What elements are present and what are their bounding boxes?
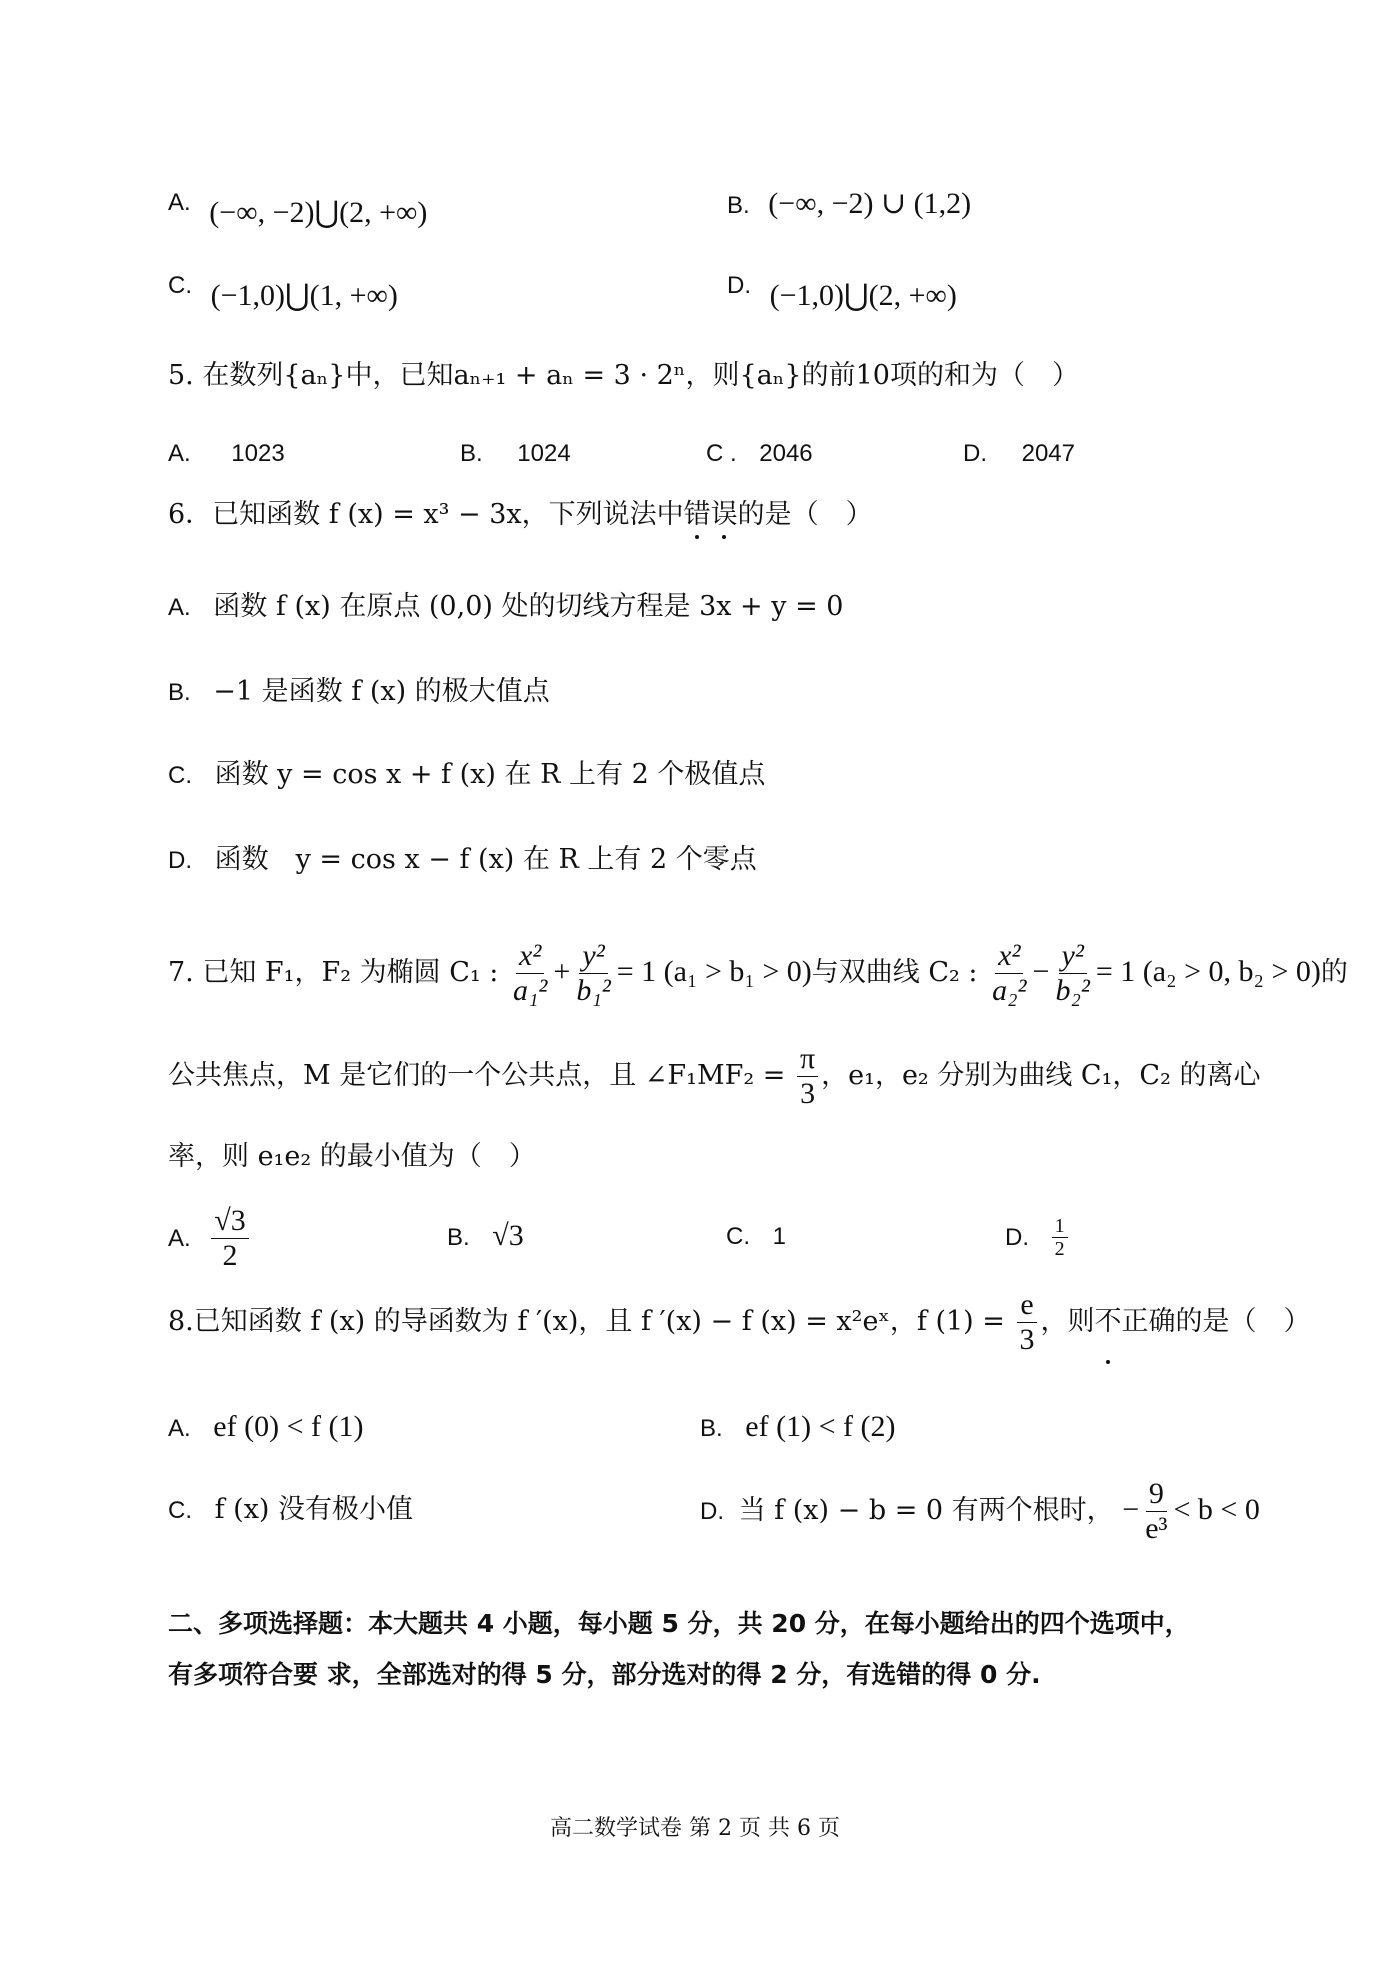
q8-stem — [168, 1284, 1311, 1360]
option-text: −1 是函数 f (x) 的极大值点 — [213, 676, 550, 707]
q6-option-b — [168, 672, 550, 713]
hyperbola-fraction-y — [1052, 939, 1092, 1008]
option-text: (−1,0)⋃(2, +∞) — [769, 279, 957, 312]
option-label: D. — [700, 1498, 724, 1525]
option-fraction — [211, 1204, 248, 1273]
denominator: a₂² — [992, 974, 1027, 1007]
numerator: √3 — [211, 1204, 248, 1239]
option-label: C. — [168, 272, 192, 299]
option-label: A. — [168, 440, 191, 467]
option-text: (−∞, −2) ∪ (1,2) — [768, 187, 972, 220]
emphasis-char: 不 — [1095, 1284, 1122, 1360]
q6-option-c — [168, 755, 765, 796]
option-text: < b < 0 — [1173, 1493, 1260, 1526]
option-text: (−∞, −2)⋃(2, +∞) — [209, 196, 428, 229]
option-label: C. — [168, 762, 192, 789]
emphasis-char: 错 — [684, 495, 711, 535]
section-heading-line2: 有多项符合要 求，全部选对的得 5 分，部分选对的得 2 分，有选错的得 0 分. — [168, 1660, 1041, 1689]
stem-text: 公共焦点，M 是它们的一个公共点，且 ∠F₁MF₂ = — [168, 1060, 786, 1091]
option-label: C . — [706, 440, 737, 467]
q4-option-a — [168, 189, 428, 235]
emphasis-char: 误 — [711, 495, 738, 535]
option-text: √3 — [492, 1219, 524, 1252]
option-text: ef (1) < f (2) — [745, 1410, 896, 1443]
q7-option-c — [726, 1216, 786, 1257]
numerator: 9 — [1146, 1477, 1167, 1512]
q5-stem: 5. 在数列{aₙ}中，已知aₙ₊₁ + aₙ = 3 · 2ⁿ，则{aₙ}的前10项的和为（ ） — [168, 360, 1079, 391]
option-label: D. — [1005, 1224, 1029, 1251]
q8-option-d — [700, 1472, 1260, 1550]
option-label: D. — [727, 272, 751, 299]
option-text: 2047 — [1021, 440, 1075, 467]
stem-text: 8.已知函数 f (x) 的导函数为 f ′(x)，且 f ′(x) − f (x) = x²eˣ，f (1) = — [168, 1306, 1005, 1337]
denominator: 3 — [800, 1077, 816, 1110]
q8-option-a — [168, 1407, 363, 1449]
option-label: D. — [168, 847, 192, 874]
option-text: 函数 y = cos x − f (x) 在 R 上有 2 个零点 — [214, 844, 757, 875]
q5-option-c — [706, 433, 813, 474]
denominator: e³ — [1145, 1512, 1168, 1545]
section-heading-line1: 二、多项选择题：本大题共 4 小题，每小题 5 分，共 20 分，在每小题给出的四个选项中， — [168, 1609, 1190, 1638]
operator: − — [1032, 955, 1050, 988]
denominator: a₁² — [512, 974, 548, 1007]
stem-text: 的是（ ） — [737, 499, 873, 530]
ellipse-fraction-x — [510, 939, 550, 1008]
q6-stem — [168, 495, 873, 535]
option-text: f (x) 没有极小值 — [214, 1494, 414, 1525]
q7-line2 — [168, 1038, 1260, 1114]
operator: − — [1122, 1493, 1140, 1526]
hyperbola-fraction-x — [989, 939, 1029, 1008]
denominator: 2 — [1054, 1238, 1065, 1260]
denominator: b₁² — [576, 974, 611, 1007]
option-label: B. — [447, 1224, 470, 1251]
condition: = 1 (a₁ > b₁ > 0) — [616, 955, 812, 988]
stem-fraction — [1017, 1288, 1038, 1357]
q7-option-a — [168, 1196, 252, 1281]
option-label: B. — [168, 679, 191, 706]
stem-text: 与双曲线 C₂ : — [811, 957, 978, 988]
q4-option-b — [727, 184, 971, 226]
numerator: y² — [1059, 939, 1087, 974]
q8-option-c — [168, 1490, 413, 1531]
stem-text: 7. 已知 F₁，F₂ 为椭圆 C₁ : — [168, 957, 499, 988]
stem-text: ，e₁，e₂ 分别为曲线 C₁，C₂ 的离心 — [821, 1060, 1261, 1091]
option-text: 1024 — [517, 440, 571, 467]
option-text: 函数 y = cos x + f (x) 在 R 上有 2 个极值点 — [214, 759, 766, 790]
denominator: b₂² — [1055, 974, 1090, 1007]
q4-option-d — [727, 272, 957, 318]
q7-line1 — [168, 930, 1348, 1015]
q6-option-a — [168, 587, 843, 628]
option-label: B. — [700, 1415, 723, 1442]
angle-fraction — [797, 1042, 818, 1111]
option-label: A. — [168, 189, 191, 216]
option-text: 当 f (x) − b = 0 有两个根时， — [738, 1495, 1114, 1526]
option-text: 函数 f (x) 在原点 (0,0) 处的切线方程是 3x + y = 0 — [213, 591, 844, 622]
operator: + — [553, 955, 571, 988]
option-label: A. — [168, 1225, 191, 1252]
numerator: π — [797, 1042, 818, 1077]
q7-option-d — [1005, 1207, 1071, 1268]
page-footer: 高二数学试卷 第 2 页 共 6 页 — [550, 1816, 840, 1841]
numerator: e — [1017, 1288, 1036, 1323]
q5-option-a — [168, 433, 285, 474]
stem-text: 的 — [1320, 957, 1348, 988]
ellipse-fraction-y — [573, 939, 613, 1008]
option-fraction — [1052, 1215, 1068, 1260]
numerator: x² — [516, 939, 544, 974]
condition: = 1 (a₂ > 0, b₂ > 0) — [1095, 955, 1321, 988]
stem-text: 6．已知函数 f (x) = x³ − 3x，下列说法中 — [168, 499, 684, 530]
option-text: (−1,0)⋃(1, +∞) — [210, 279, 398, 312]
q7-line3: 率，则 e₁e₂ 的最小值为（ ） — [168, 1141, 536, 1172]
q5-option-b — [460, 433, 571, 474]
option-text: 2046 — [759, 440, 813, 467]
option-text: 1 — [772, 1223, 786, 1250]
q6-option-d — [168, 840, 757, 881]
numerator: x² — [995, 939, 1023, 974]
q7-option-b — [447, 1216, 524, 1258]
option-label: B. — [460, 440, 483, 467]
denominator: 3 — [1019, 1323, 1035, 1356]
q5-option-d — [963, 433, 1075, 474]
option-label: C. — [168, 1497, 192, 1524]
numerator: 1 — [1052, 1215, 1068, 1238]
numerator: y² — [579, 939, 607, 974]
option-label: C. — [726, 1223, 750, 1250]
stem-text: 正确的是（ ） — [1121, 1306, 1311, 1337]
q4-option-c — [168, 272, 398, 318]
option-label: A. — [168, 594, 191, 621]
option-text: ef (0) < f (1) — [213, 1410, 364, 1443]
denominator: 2 — [222, 1239, 238, 1272]
option-label: A. — [168, 1415, 191, 1442]
stem-text: ，则 — [1040, 1306, 1095, 1337]
option-text: 1023 — [231, 440, 285, 467]
option-label: B. — [727, 192, 750, 219]
option-label: D. — [963, 440, 987, 467]
q8-option-b — [700, 1407, 895, 1449]
option-fraction — [1142, 1477, 1170, 1546]
